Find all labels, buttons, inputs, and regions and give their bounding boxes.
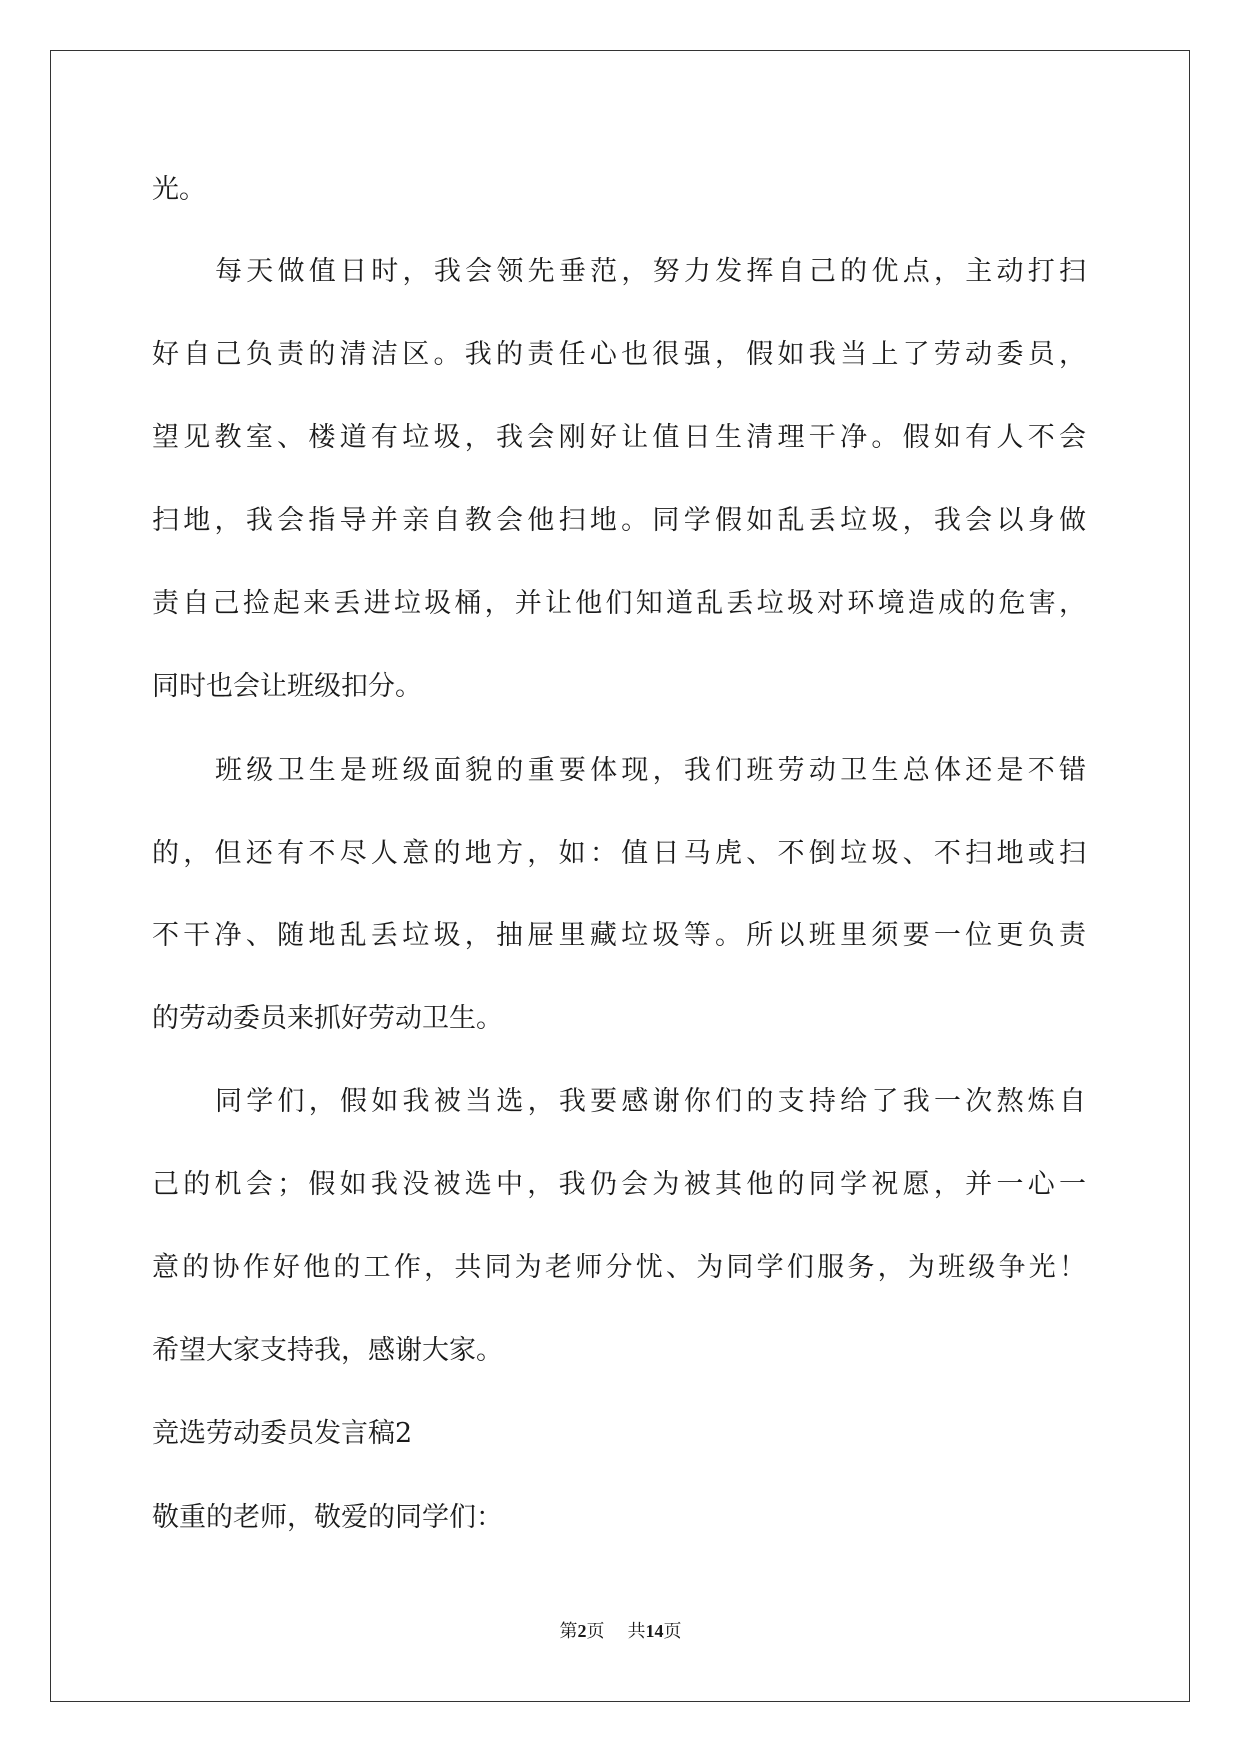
body-text-line: 责自己捡起来丢进垃圾桶，并让他们知道乱丢垃圾对环境造成的危害， <box>152 588 1086 619</box>
body-text-line: 扫地，我会指导并亲自教会他扫地。同学假如乱丢垃圾，我会以身做 <box>152 505 1086 536</box>
body-text-line: 希望大家支持我，感谢大家。 <box>152 1335 503 1366</box>
page-border <box>50 50 1190 1702</box>
section-heading: 竞选劳动委员发言稿2 <box>152 1418 413 1449</box>
footer-total-prefix: 共 <box>627 1621 646 1642</box>
paragraph-first-line: 每天做值日时，我会领先垂范，努力发挥自己的优点，主动打扫 <box>215 256 1086 287</box>
footer-page-suffix: 页 <box>586 1621 605 1642</box>
body-text-line: 的，但还有不尽人意的地方，如：值日马虎、不倒垃圾、不扫地或扫 <box>152 838 1086 869</box>
body-text-line: 同时也会让班级扣分。 <box>152 671 422 702</box>
paragraph-first-line: 班级卫生是班级面貌的重要体现，我们班劳动卫生总体还是不错 <box>215 755 1086 786</box>
footer-total-pages: 14 <box>645 1621 664 1641</box>
body-text-line: 好自己负责的清洁区。我的责任心也很强，假如我当上了劳动委员， <box>152 339 1086 370</box>
body-text-line: 意的协作好他的工作，共同为老师分忧、为同学们服务，为班级争光！ <box>152 1252 1086 1283</box>
footer-page-prefix: 第 <box>559 1621 578 1642</box>
paragraph-first-line: 同学们，假如我被当选，我要感谢你们的支持给了我一次熬炼自 <box>215 1086 1086 1117</box>
body-text-line: 己的机会；假如我没被选中，我仍会为被其他的同学祝愿，并一心一 <box>152 1169 1086 1200</box>
body-text-line: 不干净、随地乱丢垃圾，抽屉里藏垃圾等。所以班里须要一位更负责 <box>152 920 1086 951</box>
footer-page-number: 2 <box>577 1621 587 1641</box>
salutation: 敬重的老师，敬爱的同学们： <box>152 1502 503 1533</box>
footer-total-suffix: 页 <box>663 1621 682 1642</box>
body-text-line: 的劳动委员来抓好劳动卫生。 <box>152 1003 503 1034</box>
page-footer <box>0 1622 1241 1641</box>
body-text-line: 望见教室、楼道有垃圾，我会刚好让值日生清理干净。假如有人不会 <box>152 422 1086 453</box>
body-text-line: 光。 <box>152 174 206 205</box>
